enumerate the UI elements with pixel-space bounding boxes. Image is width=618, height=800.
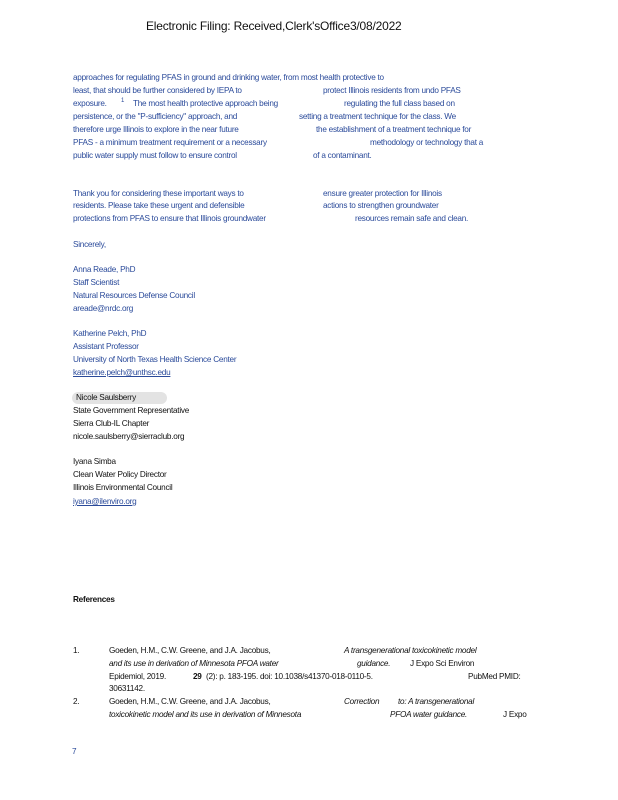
- signer-email: nicole.saulsberry@sierraclub.org: [73, 432, 185, 441]
- text-line: methodology or technology that a: [370, 138, 484, 147]
- footnote-marker: 1: [121, 98, 125, 104]
- reference-title: A transgenerational toxicokinetic model: [344, 646, 477, 655]
- signer-title: State Government Representative: [73, 406, 190, 415]
- text-line: persistence, or the "P-sufficiency" approach, and: [73, 112, 238, 121]
- reference-title: and its use in derivation of Minnesota PFOA water: [109, 659, 279, 668]
- reference-title: to: A transgenerational: [398, 697, 475, 706]
- signer-org: University of North Texas Health Science Center: [73, 355, 237, 364]
- text-line: protections from PFAS to ensure that Illinois groundwater: [73, 214, 266, 223]
- text-line: The most health protective approach being: [133, 99, 278, 108]
- signer-name: Iyana Simba: [73, 457, 116, 466]
- text-line: the establishment of a treatment technique for: [316, 125, 472, 134]
- text-line: exposure.: [73, 99, 107, 108]
- signer-name: Katherine Pelch, PhD: [73, 329, 147, 338]
- signer-email: areade@nrdc.org: [73, 304, 134, 313]
- text-line: least, that should be further considered by IEPA to: [73, 86, 242, 95]
- text-line: therefore urge Illinois to explore in the near future: [73, 125, 239, 134]
- reference-number: 2.: [73, 697, 80, 706]
- signer-title: Assistant Professor: [73, 342, 139, 351]
- signer-email-link[interactable]: katherine.pelch@unthsc.edu: [73, 368, 171, 377]
- signer-title: Staff Scientist: [73, 278, 120, 287]
- signer-org: Illinois Environmental Council: [73, 483, 173, 492]
- text-line: residents. Please take these urgent and defensible: [73, 201, 245, 210]
- signer-title: Clean Water Policy Director: [73, 470, 167, 479]
- text-line: approaches for regulating PFAS in ground and drinking water, from most health protective to: [73, 73, 384, 82]
- reference-title: guidance.: [357, 659, 391, 668]
- signer-org: Sierra Club-IL Chapter: [73, 419, 150, 428]
- text-line: resources remain safe and clean.: [355, 214, 469, 223]
- text-line: public water supply must follow to ensure control: [73, 151, 237, 160]
- reference-pmid: 30631142.: [109, 684, 145, 693]
- reference-pages: (2): p. 183-195. doi: 10.1038/s41370-018-0110-5.: [206, 672, 373, 681]
- signer-name: Nicole Saulsberry: [76, 393, 136, 402]
- signer-org: Natural Resources Defense Council: [73, 291, 195, 300]
- text-line: Thank you for considering these important ways to: [73, 189, 244, 198]
- signer-name: Anna Reade, PhD: [73, 265, 136, 274]
- reference-journal: Epidemiol, 2019.: [109, 672, 166, 681]
- text-line: protect Illinois residents from undo PFAS: [323, 86, 461, 95]
- reference-journal: J Expo Sci Environ: [410, 659, 475, 668]
- reference-pubmed: PubMed PMID:: [468, 672, 521, 681]
- text-line: PFAS - a minimum treatment requirement or a necessary: [73, 138, 267, 147]
- text-line: setting a treatment technique for the class. We: [299, 112, 456, 121]
- page-number: 7: [72, 747, 77, 756]
- reference-title: Correction: [344, 697, 380, 706]
- text-line: regulating the full class based on: [344, 99, 455, 108]
- closing: Sincerely,: [73, 240, 106, 249]
- text-line: actions to strengthen groundwater: [323, 201, 439, 210]
- text-line: of a contaminant.: [313, 151, 372, 160]
- signer-email-link[interactable]: iyana@ilenviro.org: [73, 497, 137, 506]
- text-line: ensure greater protection for Illinois: [323, 189, 442, 198]
- reference-title: toxicokinetic model and its use in derivation of Minnesota: [109, 710, 302, 719]
- reference-authors: Goeden, H.M., C.W. Greene, and J.A. Jacobus,: [109, 646, 271, 655]
- filing-header: Electronic Filing: Received,Clerk'sOffice3/08/2022: [146, 19, 402, 33]
- reference-journal: J Expo: [503, 710, 527, 719]
- references-heading: References: [73, 595, 115, 604]
- reference-title: PFOA water guidance.: [390, 710, 468, 719]
- reference-number: 1.: [73, 646, 80, 655]
- reference-volume: 29: [193, 672, 202, 681]
- reference-authors: Goeden, H.M., C.W. Greene, and J.A. Jacobus,: [109, 697, 271, 706]
